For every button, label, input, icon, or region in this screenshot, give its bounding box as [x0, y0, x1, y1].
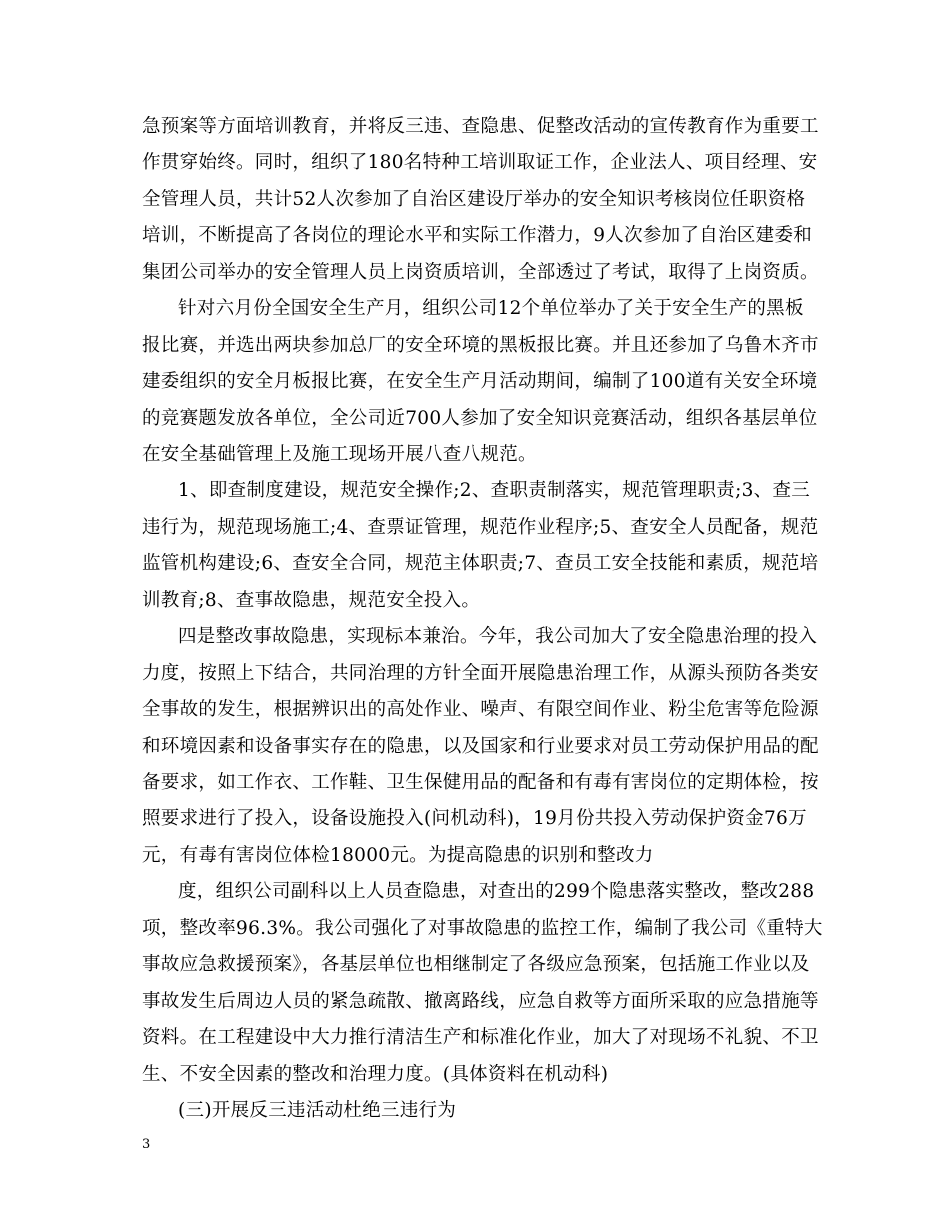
paragraph-line: 备要求，如工作衣、工作鞋、卫生保健用品的配备和有毒有害岗位的定期体检，按: [142, 772, 819, 793]
paragraph-line: 度，组织公司副科以上人员查隐患，对查出的299个隐患落实整改，整改288: [178, 881, 815, 903]
section-heading: (三)开展反三违活动杜绝三违行为: [178, 1100, 457, 1121]
paragraph-line: 四是整改事故隐患，实现标本兼治。今年，我公司加大了安全隐患治理的投入: [178, 626, 818, 648]
paragraph-line: 针对六月份全国安全生产月，组织公司12个单位举办了关于安全生产的黑板: [178, 298, 804, 320]
paragraph-line: 全管理人员，共计52人次参加了自治区建设厅举办的安全知识考核岗位任职资格: [142, 188, 806, 210]
paragraph-line: 事故应急救援预案》，各基层单位也相继制定了各级应急预案，包括施工作业以及: [142, 954, 810, 976]
page-number: 3: [142, 1137, 151, 1152]
paragraph-line: 1、即查制度建设，规范安全操作;2、查职责制落实，规范管理职责;3、查三: [178, 480, 811, 502]
paragraph-line: 生、不安全因素的整改和治理力度。(具体资料在机动科): [142, 1063, 609, 1085]
paragraph-line: 资料。在工程建设中大力推行清洁生产和标准化作业，加大了对现场不礼貌、不卫: [142, 1027, 819, 1049]
paragraph-line: 报比赛，并选出两块参加总厂的安全环境的黑板报比赛。并且还参加了乌鲁木齐市: [142, 334, 819, 356]
paragraph-line: 事故发生后周边人员的紧急疏散、撤离路线，应急自救等方面所采取的应急措施等: [142, 990, 819, 1012]
paragraph-line: 培训，不断提高了各岗位的理论水平和实际工作潜力，9人次参加了自治区建委和: [142, 225, 813, 247]
paragraph-line: 和环境因素和设备事实存在的隐患，以及国家和行业要求对员工劳动保护用品的配: [142, 735, 819, 757]
paragraph-line: 违行为，规范现场施工;4、查票证管理，规范作业程序;5、查安全人员配备，规范: [142, 516, 819, 538]
paragraph-line: 建委组织的安全月板报比赛，在安全生产月活动期间，编制了100道有关安全环境: [142, 371, 818, 393]
paragraph-line: 的竞赛题发放各单位，全公司近700人参加了安全知识竞赛活动，组织各基层单位: [142, 407, 818, 429]
paragraph-line: 集团公司举办的安全管理人员上岗资质培训，全部透过了考试，取得了上岗资质。: [142, 261, 819, 283]
paragraph-line: 项，整改率96.3%。我公司强化了对事故隐患的监控工作，编制了我公司《重特大: [142, 917, 823, 939]
paragraph-line: 急预案等方面培训教育，并将反三违、查隐患、促整改活动的宣传教育作为重要工: [142, 116, 819, 137]
paragraph-line: 照要求进行了投入，设备设施投入(问机动科)，19月份共投入劳动保护资金76万: [142, 808, 807, 830]
paragraph-line: 作贯穿始终。同时，组织了180名特种工培训取证工作，企业法人、项目经理、安: [142, 152, 818, 174]
paragraph-line: 训教育;8、查事故隐患，规范安全投入。: [142, 589, 481, 611]
paragraph-line: 全事故的发生，根据辨识出的高处作业、噪声、有限空间作业、粉尘危害等危险源: [142, 699, 819, 721]
paragraph-line: 监管机构建设;6、查安全合同，规范主体职责;7、查员工安全技能和素质，规范培: [142, 553, 819, 575]
paragraph-line: 元，有毒有害岗位体检18000元。为提高隐患的识别和整改力: [142, 844, 654, 866]
paragraph-line: 在安全基础管理上及施工现场开展八查八规范。: [142, 444, 537, 465]
paragraph-line: 力度，按照上下结合，共同治理的方针全面开展隐患治理工作，从源头预防各类安: [142, 662, 819, 684]
